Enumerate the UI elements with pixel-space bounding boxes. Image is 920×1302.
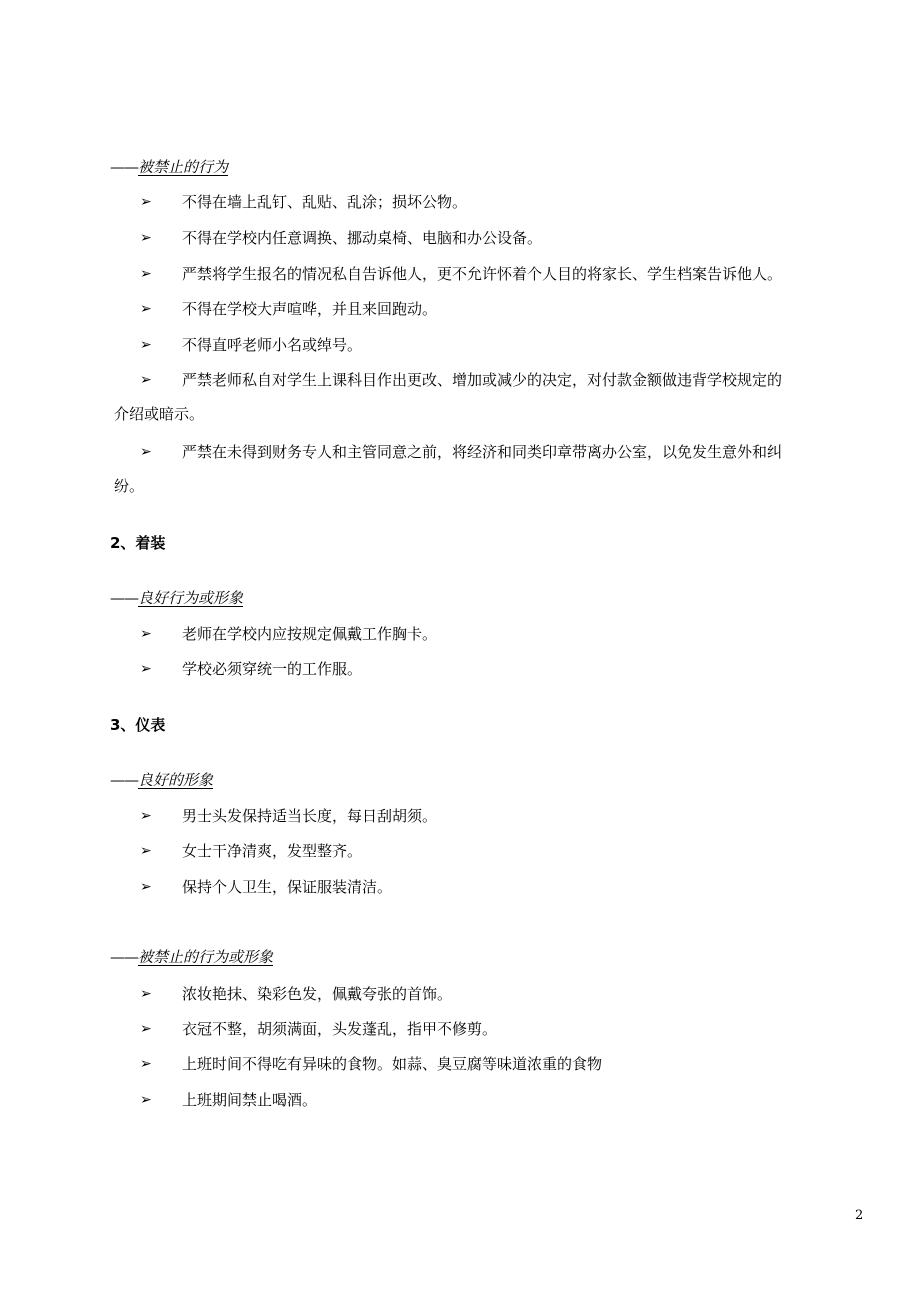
arrow-bullet-icon: ➢: [140, 626, 152, 642]
subheading-forbidden-image: ——被禁止的行为或形象: [110, 948, 274, 966]
arrow-bullet-icon: ➢: [140, 661, 152, 677]
arrow-bullet-icon: ➢: [140, 1021, 152, 1037]
arrow-bullet-icon: ➢: [140, 444, 152, 460]
arrow-bullet-icon: ➢: [140, 986, 152, 1002]
arrow-bullet-icon: ➢: [140, 1092, 152, 1108]
arrow-bullet-icon: ➢: [140, 337, 152, 353]
document-page: ——被禁止的行为 ➢ 不得在墙上乱钉、乱贴、乱涂；损坏公物。 ➢ 不得在学校内任意调换、挪动桌椅、电脑和办公设备。 ➢ 严禁将学生报名的情况私自告诉他人，更不允许怀着个人目的将家长、学生档案告诉他人。 ➢ 不得在学校大声喧哗，并且来回跑动。 ➢ 不得直呼老师小名或绰号。 ➢ 严禁老师私自对学生上课科目作出更改、增加或减少的决定，对付款金额做违背学校规定的 介绍或暗示。 ➢ 严禁在未得到财务专人和主管同意之前，将经济和同类印章带离办公室，以免发生意外和纠 纷。 2、着装 ——良好行为或形象 ➢ 老师在学校内应按规定佩戴工作胸卡。 ➢ 学校必须穿统一的工作服。 3、仪表 ——良好的形象 ➢ 男士头发保持适当长度，每日刮胡须。 ➢ 女士干净清爽，发型整齐。 ➢ 保持个人卫生，保证服装清洁。 ——被禁止的行为或形象 ➢ 浓妆艳抹、染彩色发，佩戴夸张的首饰。 ➢ 衣冠不整，胡须满面，头发蓬乱，指甲不修剪。 ➢ 上班时间不得吃有异味的食物。如蒜、臭豆腐等味道浓重的食物 ➢ 上班期间禁止喝酒。 2: [110, 158, 864, 1223]
section-heading-appearance: 3、仪表: [110, 716, 166, 734]
subheading-forbidden-behavior: ——被禁止的行为: [110, 158, 229, 176]
arrow-bullet-icon: ➢: [140, 879, 152, 895]
subheading-good-behavior: ——良好行为或形象: [110, 589, 244, 607]
arrow-bullet-icon: ➢: [140, 194, 152, 210]
arrow-bullet-icon: ➢: [140, 230, 152, 246]
arrow-bullet-icon: ➢: [140, 843, 152, 859]
subheading-good-image: ——良好的形象: [110, 771, 214, 789]
arrow-bullet-icon: ➢: [140, 372, 152, 388]
section-heading-dress: 2、着装: [110, 534, 166, 552]
arrow-bullet-icon: ➢: [140, 1056, 152, 1072]
arrow-bullet-icon: ➢: [140, 266, 152, 282]
page-number: 2: [855, 1208, 864, 1223]
arrow-bullet-icon: ➢: [140, 301, 152, 317]
arrow-bullet-icon: ➢: [140, 808, 152, 824]
